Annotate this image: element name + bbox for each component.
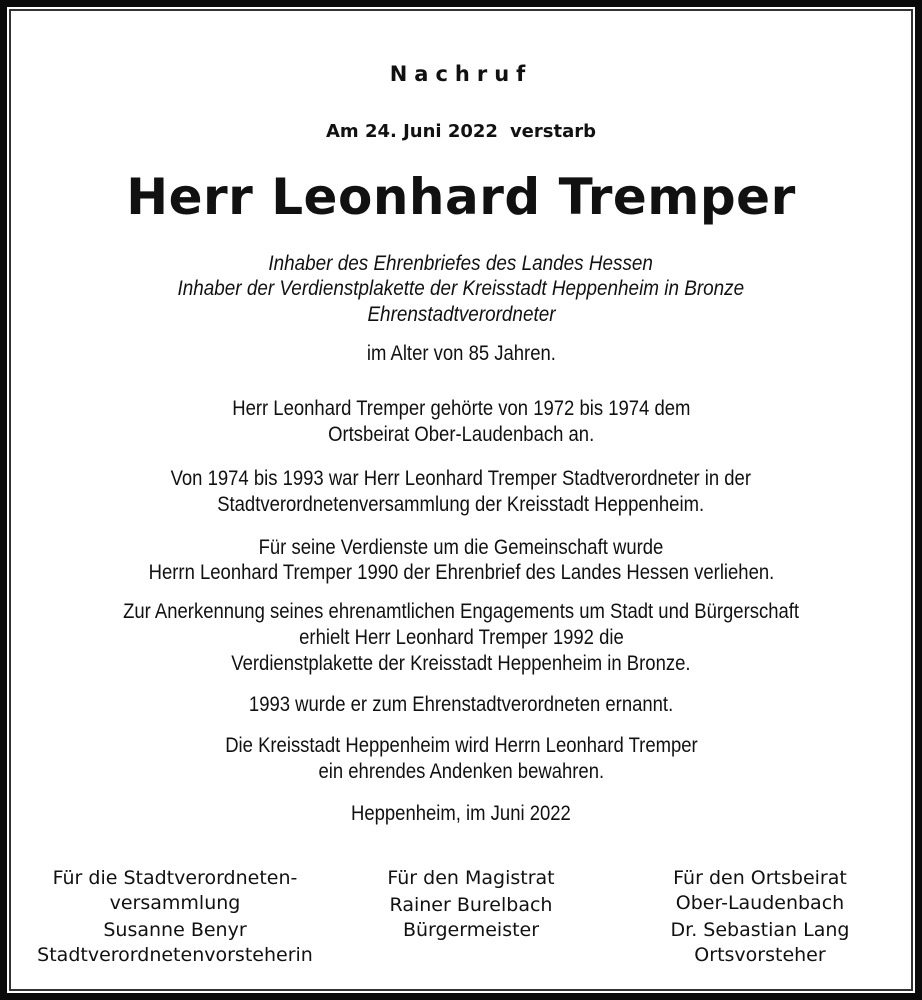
signature-person: Susanne Benyr [103,919,247,941]
paragraph-line [0,600,922,624]
signature-org: Für den Ortsbeirat [673,867,847,889]
paragraph-line [0,561,922,585]
honor-line [0,252,922,276]
notice-heading [0,62,922,86]
paragraph-line [0,760,922,784]
age-text: im Alter von 85 Jahren. [366,342,556,365]
paragraph-text: Für seine Verdienste um die Gemeinschaft wurde [258,536,664,559]
paragraph-text: Herr Leonhard Tremper gehörte von 1972 bis 1974 dem [231,397,691,420]
paragraph-line [0,493,922,517]
honor-text: Inhaber der Verdienstplakette der Kreisstadt Heppenheim in Bronze [177,277,745,300]
paragraph-line [0,693,922,717]
signature-person: Dr. Sebastian Lang [670,919,850,941]
verb-text: verstarb [509,121,596,142]
age-line [0,342,922,366]
paragraph-text: Die Kreisstadt Heppenheim wird Herrn Leonhard Tremper [224,734,698,757]
date-line [0,121,922,142]
paragraph-text: Ortsbeirat Ober-Laudenbach an. [327,423,595,446]
place-date-text: Heppenheim, im Juni 2022 [351,802,571,825]
paragraph-line [0,423,922,447]
signature-title: Stadtverordnetenvorsteherin [37,944,313,966]
paragraph-line [0,397,922,421]
paragraph-text: 1993 wurde er zum Ehrenstadtverordneten ernannt. [248,693,674,716]
paragraph-text: Herrn Leonhard Tremper 1990 der Ehrenbrief des Landes Hessen verliehen. [148,561,774,584]
paragraph-line [0,734,922,758]
paragraph-text: erhielt Herr Leonhard Tremper 1992 die [298,626,624,649]
honor-line [0,303,922,327]
honor-text: Ehrenstadtverordneter [366,303,556,326]
signature-person: Rainer Burelbach [389,894,553,916]
heading-text: Nachruf [389,62,533,86]
signature-block [356,866,586,943]
signature-block [620,866,900,968]
honor-text: Inhaber des Ehrenbriefes des Landes Hessen [268,252,654,275]
signature-org: Für den Magistrat [387,867,555,889]
paragraph-line [0,467,922,491]
signature-block [20,866,330,968]
deceased-name [0,168,922,226]
signature-org: Für die Stadtverordneten- [52,867,298,889]
signature-title: Ortsvorsteher [694,944,826,966]
deceased-name-text: Herr Leonhard Tremper [126,168,796,226]
place-date [0,802,922,826]
paragraph-text: Stadtverordnetenversammlung der Kreisstadt Heppenheim. [217,493,705,516]
paragraph-text: ein ehrendes Andenken bewahren. [318,760,604,783]
paragraph-line [0,652,922,676]
paragraph-line [0,536,922,560]
date-text: Am 24. Juni 2022 [325,121,498,142]
signature-org: versammlung [109,892,241,914]
signature-org: Ober-Laudenbach [675,892,845,914]
paragraph-text: Von 1974 bis 1993 war Herr Leonhard Tremper Stadtverordneter in der [170,467,752,490]
paragraph-text: Verdienstplakette der Kreisstadt Heppenheim in Bronze. [231,652,691,675]
honor-line [0,277,922,301]
paragraph-line [0,626,922,650]
signature-title: Bürgermeister [402,919,540,941]
paragraph-text: Zur Anerkennung seines ehrenamtlichen Engagements um Stadt und Bürgerschaft [123,600,799,623]
